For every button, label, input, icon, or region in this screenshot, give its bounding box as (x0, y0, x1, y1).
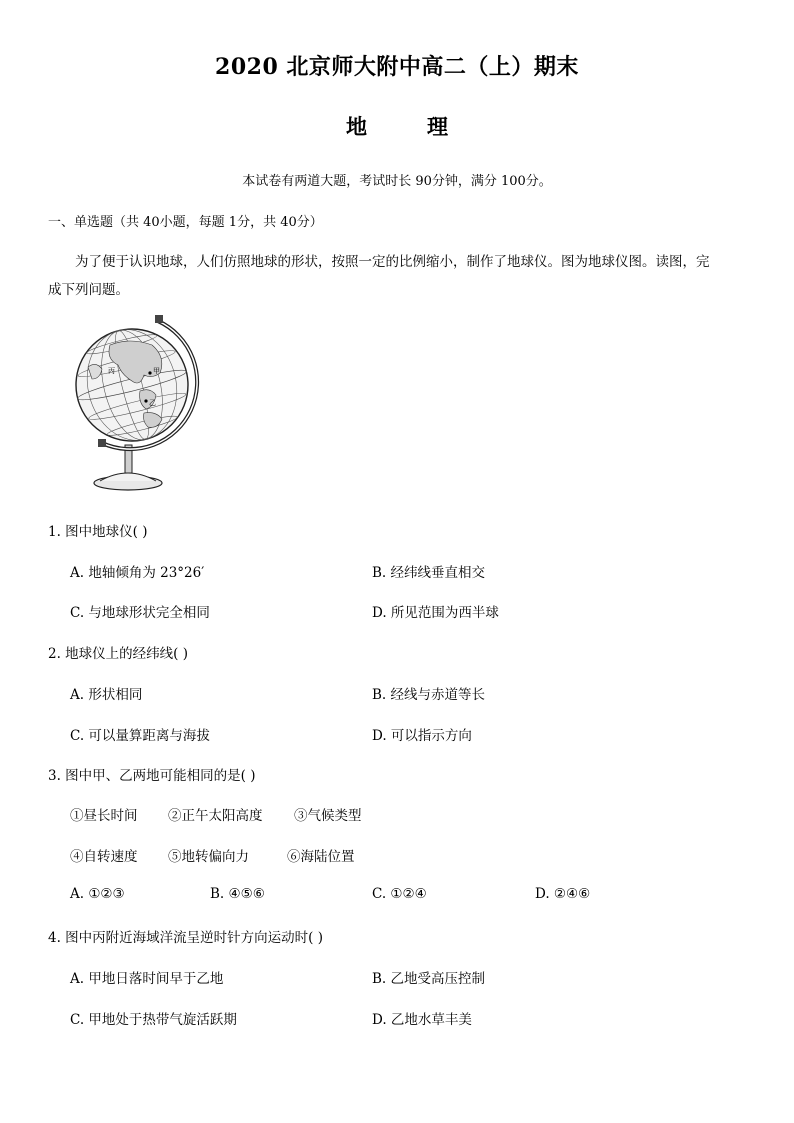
question-4-option-a: A. 甲地日落时间早于乙地 (70, 971, 224, 987)
section-header: 一、单选题（共 40小题，每题 1分，共 40分） (48, 215, 323, 230)
question-3-stem: 3. 图中甲、乙两地可能相同的是( ) (48, 768, 256, 784)
question-1-stem: 1. 图中地球仪( ) (48, 524, 148, 540)
question-4-stem: 4. 图中丙附近海域洋流呈逆时针方向运动时( ) (48, 930, 323, 946)
question-1-option-b: B. 经纬线垂直相交 (372, 565, 486, 581)
question-1-option-d: D. 所见范围为西半球 (372, 605, 499, 621)
question-3-option-c: C. ①②④ (372, 886, 427, 902)
question-2-option-a: A. 形状相同 (70, 687, 143, 703)
question-2-option-d: D. 可以指示方向 (372, 728, 472, 744)
question-3-statement-1: ①昼长时间 (70, 808, 138, 824)
question-4-option-b: B. 乙地受高压控制 (372, 971, 486, 987)
globe-icon (70, 315, 200, 495)
subject-char-2: 理 (427, 114, 448, 139)
question-3-statement-2: ②正午太阳高度 (168, 808, 263, 824)
question-1-option-a: A. 地轴倾角为 23°26′ (70, 565, 205, 581)
subject-heading (0, 111, 794, 141)
question-2-option-c: C. 可以量算距离与海拔 (70, 728, 210, 744)
question-3-statement-6: ⑥海陆位置 (287, 849, 355, 865)
label-yi: 乙 (149, 399, 156, 407)
intro-text-line-1: 为了便于认识地球，人们仿照地球的形状，按照一定的比例缩小，制作了地球仪。图为地球仪图。读图，完 (75, 254, 710, 270)
question-3-option-d: D. ②④⑥ (535, 886, 591, 902)
label-bing: 丙 (108, 367, 115, 375)
question-2-option-b: B. 经线与赤道等长 (372, 687, 486, 703)
question-4-option-c: C. 甲地处于热带气旋活跃期 (70, 1012, 237, 1028)
label-jia: 甲 (153, 367, 160, 375)
question-3-statement-3: ③气候类型 (294, 808, 362, 824)
question-4-option-d: D. 乙地水草丰美 (372, 1012, 472, 1028)
question-3-option-a: A. ①②③ (70, 886, 125, 902)
question-3-option-b: B. ④⑤⑥ (210, 886, 265, 902)
question-3-statement-4: ④自转速度 (70, 849, 138, 865)
question-3-statement-5: ⑤地转偏向力 (168, 849, 249, 865)
subject-char-1: 地 (346, 114, 367, 139)
question-2-stem: 2. 地球仪上的经纬线( ) (48, 646, 188, 662)
exam-info: 本试卷有两道大题，考试时长 90分钟，满分 100分。 (242, 174, 552, 189)
page-title: 2020 北京师大附中高二（上）期末 (215, 54, 579, 80)
intro-text-line-2: 成下列问题。 (48, 282, 129, 298)
globe-figure (70, 315, 200, 495)
question-1-option-c: C. 与地球形状完全相同 (70, 605, 210, 621)
